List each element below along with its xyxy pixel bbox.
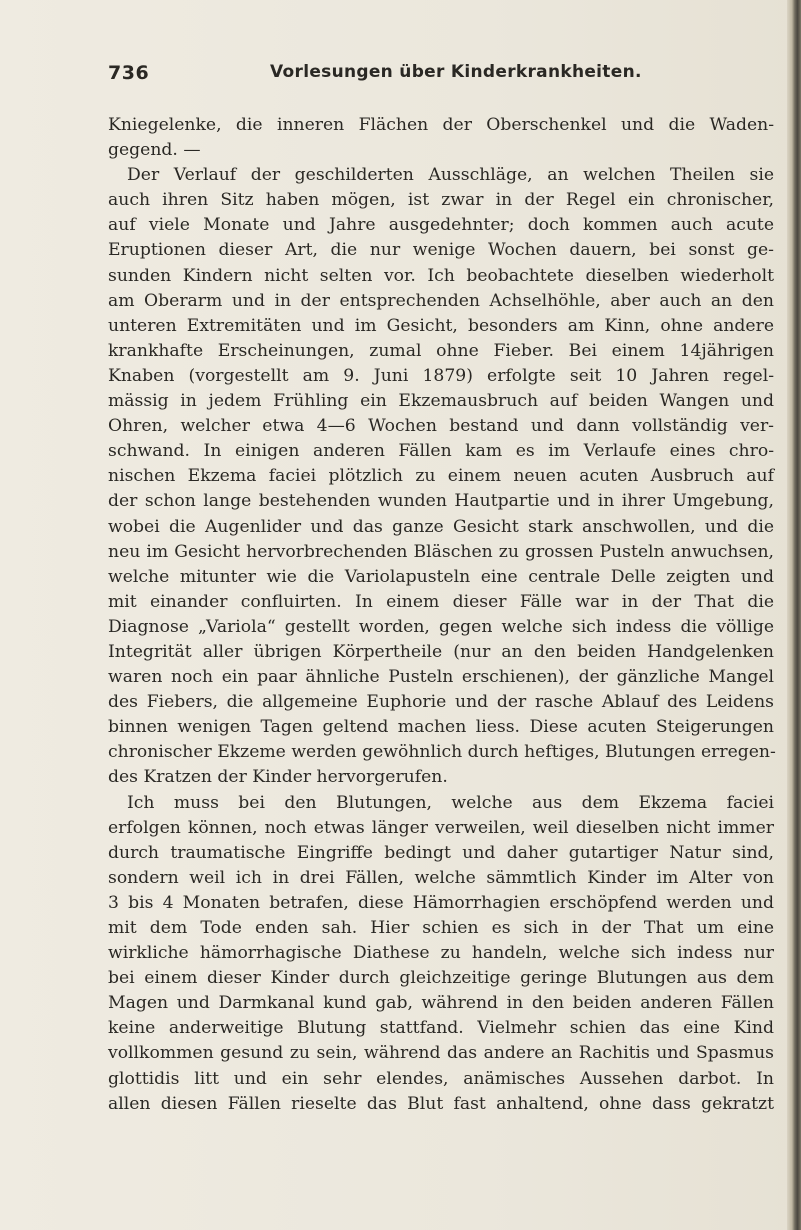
text-line: chronischer Ekzeme werden gewöhnlich durch heftiges, Blutungen erregen-: [108, 742, 776, 763]
text-line: keine anderweitige Blutung stattfand. Vielmehr schien das eine Kind: [108, 1018, 774, 1039]
text-line: gegend. —: [108, 140, 201, 161]
body-text: [108, 113, 774, 1117]
text-line: schwand. In einigen anderen Fällen kam es im Verlaufe eines chro-: [108, 441, 774, 462]
text-line: Diagnose „Variola“ gestellt worden, gegen welche sich indess die völlige: [108, 616, 774, 637]
page-header: [0, 62, 801, 92]
text-line: welche mitunter wie die Variolapusteln eine centrale Delle zeigten und: [108, 566, 774, 587]
text-line: Ohren, welcher etwa 4—6 Wochen bestand und dann vollständig ver-: [108, 416, 774, 437]
page-number: 736: [108, 62, 150, 84]
text-line: des Kratzen der Kinder hervorgerufen.: [108, 767, 448, 788]
text-line: Magen und Darmkanal kund gab, während in den beiden anderen Fällen: [108, 993, 774, 1014]
text-line: der schon lange bestehenden wunden Hautpartie und in ihrer Umgebung,: [108, 491, 774, 512]
text-line: krankhafte Erscheinungen, zumal ohne Fieber. Bei einem 14jährigen: [108, 340, 774, 361]
text-line: Kniegelenke, die inneren Flächen der Oberschenkel und die Waden-: [108, 115, 774, 135]
text-line: nischen Ekzema faciei plötzlich zu einem neuen acuten Ausbruch auf: [108, 466, 774, 487]
text-line: des Fiebers, die allgemeine Euphorie und der rasche Ablauf des Leidens: [108, 692, 774, 713]
text-line: mit dem Tode enden sah. Hier schien es sich in der That um eine: [108, 918, 774, 938]
text-line: am Oberarm und in der entsprechenden Achselhöhle, aber auch an den: [108, 290, 774, 311]
text-line: unteren Extremitäten und im Gesicht, besonders am Kinn, ohne andere: [108, 315, 774, 336]
text-line: Eruptionen dieser Art, die nur wenige Wochen dauern, bei sonst ge-: [108, 240, 774, 261]
text-line: Knaben (vorgestellt am 9. Juni 1879) erfolgte seit 10 Jahren regel-: [108, 365, 774, 386]
text-line: mässig in jedem Frühling ein Ekzemausbruch auf beiden Wangen und: [108, 391, 774, 412]
text-line: wobei die Augenlider und das ganze Gesicht stark anschwollen, und die: [108, 516, 774, 537]
text-line: erfolgen können, noch etwas länger verweilen, weil dieselben nicht immer: [108, 817, 774, 838]
text-line: binnen wenigen Tagen geltend machen liess. Diese acuten Steigerungen: [108, 717, 774, 738]
page-binding-edge: [787, 0, 801, 1230]
text-line: 3 bis 4 Monaten betrafen, diese Hämorrhagien erschöpfend werden und: [108, 892, 774, 913]
text-line: vollkommen gesund zu sein, während das andere an Rachitis und Spasmus: [108, 1043, 774, 1064]
text-line: mit einander confluirten. In einem dieser Fälle war in der That die: [108, 591, 774, 612]
text-line: sunden Kindern nicht selten vor. Ich beobachtete dieselben wiederholt: [108, 265, 774, 286]
running-title: Vorlesungen über Kinderkrankheiten.: [270, 62, 642, 82]
text-line: allen diesen Fällen rieselte das Blut fast anhaltend, ohne dass gekratzt: [108, 1093, 774, 1114]
text-line: Der Verlauf der geschilderten Ausschläge, an welchen Theilen sie: [127, 165, 774, 186]
text-line: wirkliche hämorrhagische Diathese zu handeln, welche sich indess nur: [108, 943, 774, 964]
text-line: sondern weil ich in drei Fällen, welche sämmtlich Kinder im Alter von: [108, 867, 774, 888]
text-line: glottidis litt und ein sehr elendes, anämisches Aussehen darbot. In: [108, 1068, 774, 1089]
text-line: neu im Gesicht hervorbrechenden Bläschen zu grossen Pusteln anwuchsen,: [108, 541, 774, 562]
text-line: Ich muss bei den Blutungen, welche aus dem Ekzema faciei: [127, 792, 774, 813]
text-line: waren noch ein paar ähnliche Pusteln erschienen), der gänzliche Mangel: [108, 667, 774, 688]
text-line: durch traumatische Eingriffe bedingt und daher gutartiger Natur sind,: [108, 842, 774, 863]
text-line: Integrität aller übrigen Körpertheile (nur an den beiden Handgelenken: [108, 641, 774, 662]
text-line: bei einem dieser Kinder durch gleichzeitige geringe Blutungen aus dem: [108, 968, 774, 989]
text-line: auf viele Monate und Jahre ausgedehnter; doch kommen auch acute: [108, 215, 774, 236]
text-line: auch ihren Sitz haben mögen, ist zwar in der Regel ein chronischer,: [108, 190, 774, 211]
